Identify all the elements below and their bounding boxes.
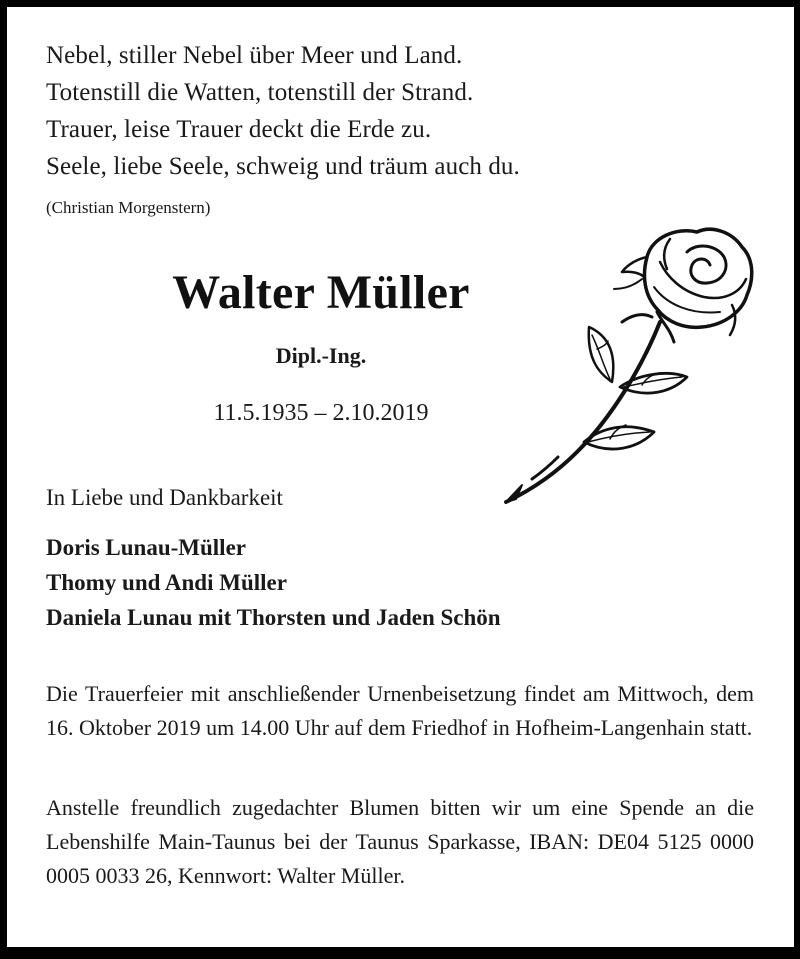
- poem-line: Nebel, stiller Nebel über Meer und Land.: [46, 42, 463, 69]
- life-dates: 11.5.1935 – 2.10.2019: [213, 400, 429, 426]
- poem-author: (Christian Morgenstern): [46, 198, 211, 217]
- obituary-notice: [7, 7, 794, 947]
- poem-line: Totenstill die Watten, totenstill der Strand.: [46, 79, 474, 106]
- mourner-name: Daniela Lunau mit Thorsten und Jaden Schön: [46, 605, 501, 630]
- ceremony-notice: Die Trauerfeier mit anschließender Urnenbeisetzung findet am Mittwoch, dem 16. Oktober 2019 um 14.00 Uhr auf dem Friedhof in Hofheim-Langenhain statt.: [46, 681, 754, 740]
- mourner-name: Thomy und Andi Müller: [46, 570, 287, 595]
- deceased-title: Dipl.-Ing.: [275, 343, 367, 368]
- donation-notice: Anstelle freundlich zugedachter Blumen bitten wir um eine Spende an die Lebenshilfe Main-Taunus bei der Taunus Sparkasse, IBAN: DE04 5125 0000 0005 0033 26, Kennwort: Walter Müller.: [46, 795, 754, 888]
- mourners-list: [46, 530, 501, 635]
- poem-line: Trauer, leise Trauer deckt die Erde zu.: [46, 116, 432, 143]
- rose-icon: [492, 217, 767, 507]
- mourners-intro: In Liebe und Dankbarkeit: [46, 485, 283, 510]
- mourner-name: Doris Lunau-Müller: [46, 535, 246, 560]
- poem-line: Seele, liebe Seele, schweig und träum auch du.: [46, 153, 520, 180]
- deceased-name: Walter Müller: [172, 266, 470, 319]
- poem: [46, 37, 520, 185]
